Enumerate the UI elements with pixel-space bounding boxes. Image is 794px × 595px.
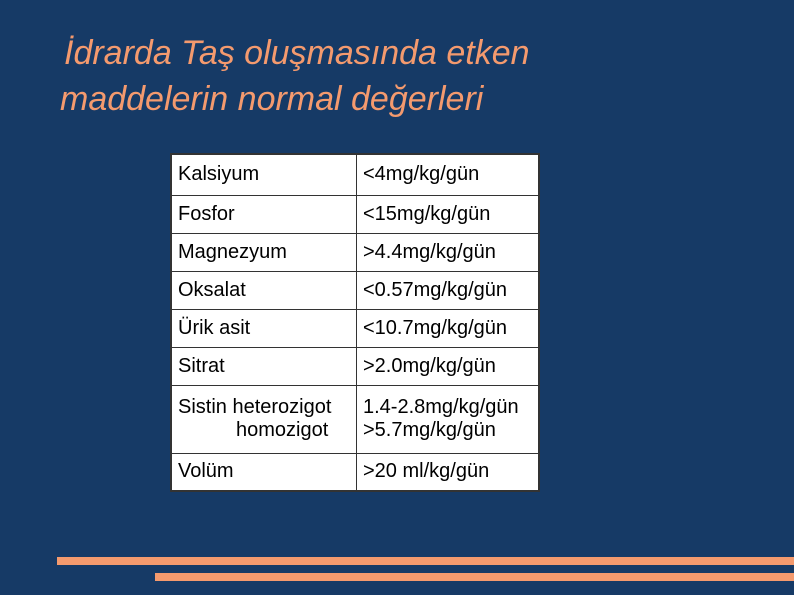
table-row — [171, 154, 539, 195]
substance-name: Sitrat — [171, 347, 357, 385]
normal-value: <10.7mg/kg/gün — [357, 309, 540, 347]
substance-name: Sistin heterozigot — [178, 396, 332, 418]
substance-name: Oksalat — [171, 271, 357, 309]
title-line-1: İdrarda Taş oluşmasında etken — [64, 34, 530, 72]
table-row — [171, 233, 539, 271]
table-row — [171, 453, 539, 491]
table-row — [171, 347, 539, 385]
normal-value: 1.4-2.8mg/kg/gün — [363, 396, 519, 418]
normal-value: >2.0mg/kg/gün — [357, 347, 540, 385]
table-row — [171, 309, 539, 347]
table-row — [171, 195, 539, 233]
slide-title — [60, 30, 740, 122]
normal-value-cell — [357, 385, 540, 453]
normal-value-subtype: >5.7mg/kg/gün — [363, 419, 496, 441]
table-row — [171, 271, 539, 309]
title-line-2: maddelerin normal değerleri — [60, 80, 484, 118]
substance-name: Kalsiyum — [171, 154, 357, 195]
substance-name: Ürik asit — [171, 309, 357, 347]
substance-name: Volüm — [171, 453, 357, 491]
decorative-bar-bottom — [155, 573, 794, 581]
substance-subtype: homozigot — [236, 419, 329, 441]
normal-value: <15mg/kg/gün — [357, 195, 540, 233]
substance-name: Fosfor — [171, 195, 357, 233]
substance-name: Magnezyum — [171, 233, 357, 271]
normal-value: <4mg/kg/gün — [357, 154, 540, 195]
normal-value: <0.57mg/kg/gün — [357, 271, 540, 309]
substance-name-cell — [171, 385, 357, 453]
normal-value: >20 ml/kg/gün — [357, 453, 540, 491]
table-row — [171, 385, 539, 453]
normal-values-table — [170, 153, 540, 492]
decorative-bar-top — [57, 557, 794, 565]
normal-value: >4.4mg/kg/gün — [357, 233, 540, 271]
